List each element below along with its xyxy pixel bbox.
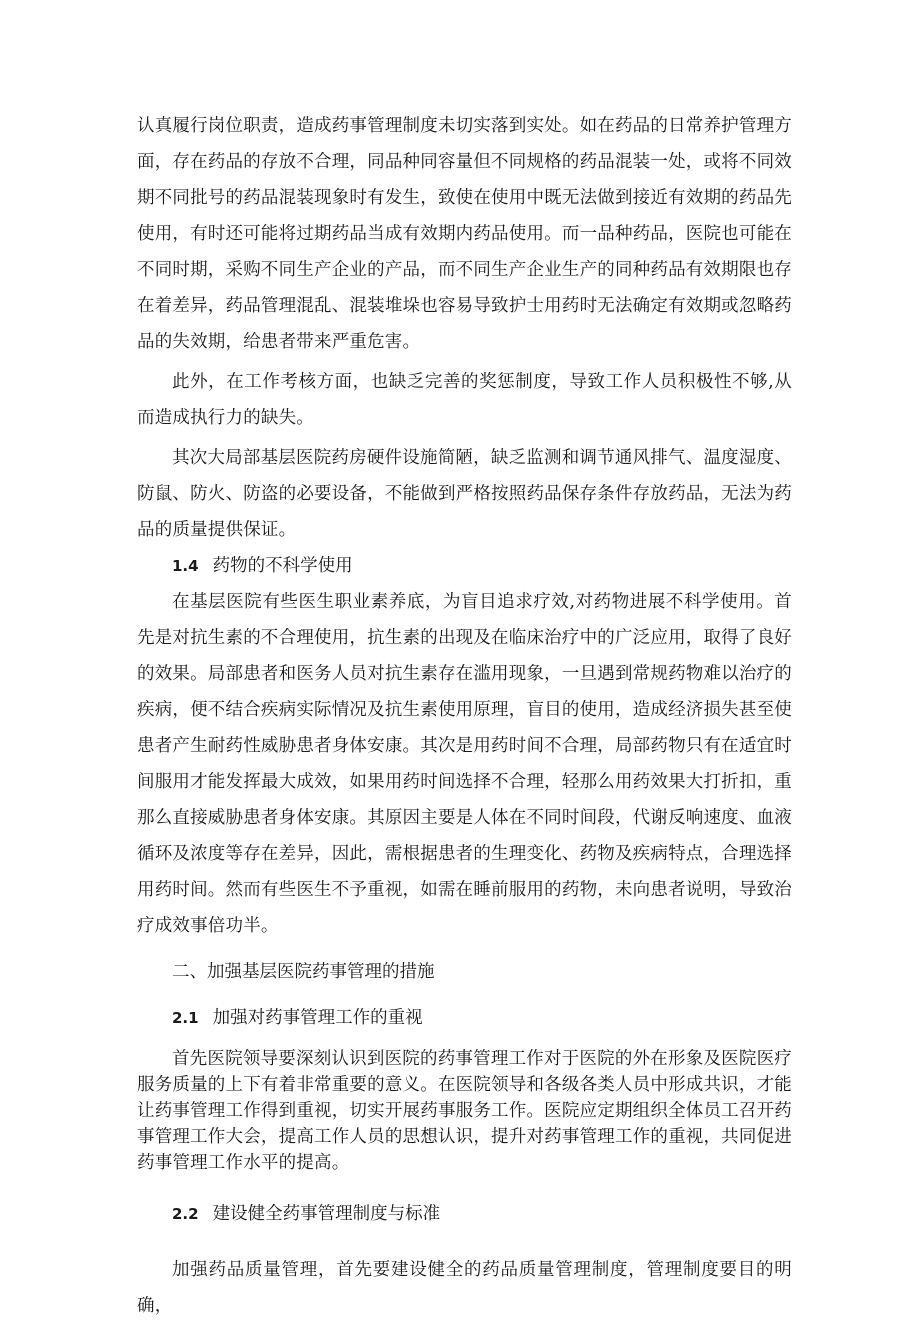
section-heading-1-4 [137, 548, 792, 584]
paragraph-storage-issues: 认真履行岗位职责，造成药事管理制度未切实落到实处。如在药品的日常养护管理方面，存在药品的存放不合理，同品种同容量但不同规格的药品混装一处，或将不同效期不同批号的药品混装现象时有发生，致使在使用中既无法做到接近有效期的药品先使用，有时还可能将过期药品当成有效期内药品使用。而一品种药品，医院也可能在不同时期，采购不同生产企业的产品，而不同生产企业生产的同种药品有效期限也存在着差异，药品管理混乱、混装堆垛也容易导致护士用药时无法确定有效期或忽略药品的失效期，给患者带来严重危害。 [137, 116, 792, 352]
paragraph-drug-misuse: 在基层医院有些医生职业素养底，为盲目追求疗效,对药物进展不科学使用。首先是对抗生素的不合理使用，抗生素的出现及在临床治疗中的广泛应用，取得了良好的效果。局部患者和医务人员对抗生素存在滥用现象，一旦遇到常规药物难以治疗的疾病，便不结合疾病实际情况及抗生素使用原理，盲目的使用，造成经济损失甚至使患者产生耐药性威胁患者身体安康。其次是用药时间不合理，局部药物只有在适宜时间服用才能发挥最大成效，如果用药时间选择不合理，轻那么用药效果大打折扣，重那么直接威胁患者身体安康。其原因主要是人体在不同时间段，代谢反响速度、血液循环及浓度等存在差异，因此，需根据患者的生理变化、药物及疾病特点，合理选择用药时间。然而有些医生不予重视，如需在睡前服用的药物，未向患者说明，导致治疗成效事倍功半。 [137, 592, 792, 936]
section-heading-2-2 [137, 1196, 792, 1232]
paragraph-assessment: 此外，在工作考核方面，也缺乏完善的奖惩制度，导致工作人员积极性不够,从而造成执行力的缺失。 [137, 372, 792, 428]
document-page [137, 108, 792, 1324]
paragraph-leadership: 首先医院领导要深刻认识到医院的药事管理工作对于医院的外在形象及医院医疗服务质量的上下有着非常重要的意义。在医院领导和各级各类人员中形成共识，才能让药事管理工作得到重视，切实开展药事服务工作。医院应定期组织全体员工召开药事管理工作大会，提高工作人员的思想认识，提升对药事管理工作的重视，共同促进药事管理工作水平的提高。 [137, 1049, 792, 1173]
chapter-heading-2: 二、加强基层医院药事管理的措施 [172, 962, 435, 982]
section-number: 2.1 [172, 1009, 199, 1027]
section-heading-2-1 [137, 1000, 792, 1036]
paragraph-facilities: 其次大局部基层医院药房硬件设施简陋，缺乏监测和调节通风排气、温度湿度、防鼠、防火、防盗的必要设备，不能做到严格按照药品保存条件存放药品，无法为药品的质量提供保证。 [137, 448, 792, 540]
paragraph-quality-management: 加强药品质量管理，首先要建设健全的药品质量管理制度，管理制度要目的明确， [137, 1260, 792, 1316]
section-title: 建设健全药事管理制度与标准 [212, 1204, 441, 1224]
section-number: 1.4 [172, 557, 199, 575]
section-number: 2.2 [172, 1205, 199, 1223]
section-title: 药物的不科学使用 [212, 556, 353, 576]
section-title: 加强对药事管理工作的重视 [212, 1008, 423, 1028]
